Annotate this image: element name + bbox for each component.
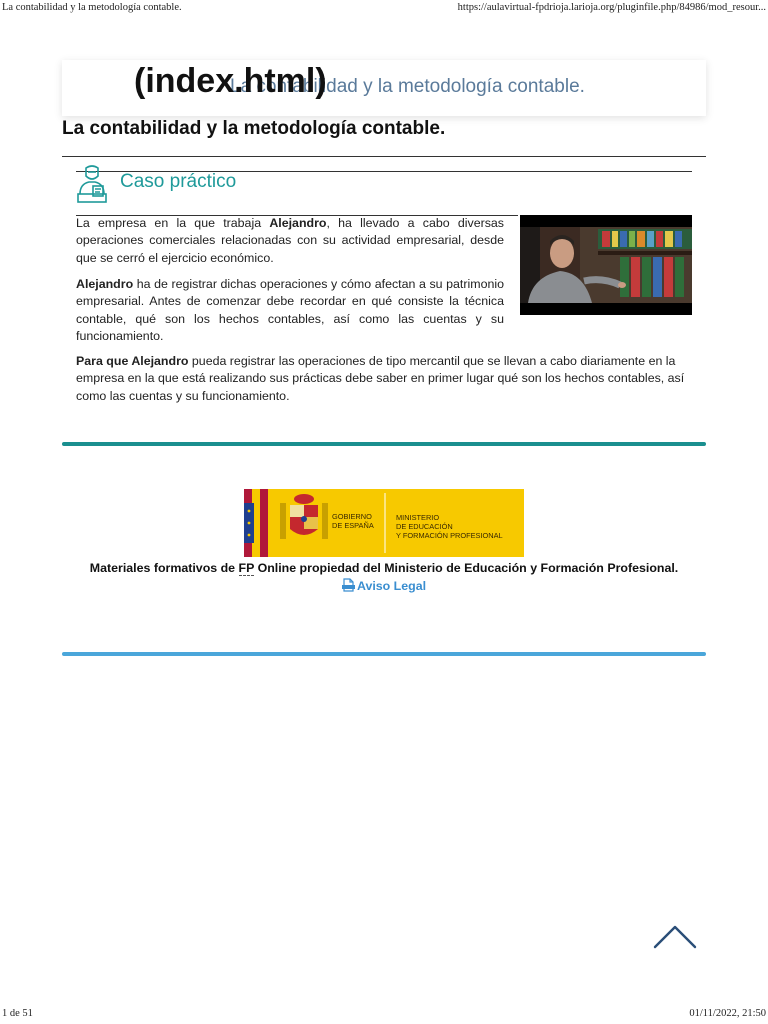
logo-ministerio-line2: DE EDUCACIÓN (396, 522, 453, 531)
html-file-icon (342, 578, 355, 592)
banner-title: La contabilidad y la metodología contable. (230, 76, 585, 97)
caso-paragraph-1: La empresa en la que trabaja Alejandro, ha llevado a cabo diversas operaciones comerciales relacionadas con su actividad empresarial, desde que se cerró el ejercicio económico. (76, 216, 504, 265)
print-header (0, 2, 768, 16)
logo-ministerio-line3: Y FORMACIÓN PROFESIONAL (396, 531, 503, 540)
fp-abbreviation[interactable]: FP (238, 561, 255, 575)
logo-ministerio-line1: MINISTERIO (396, 513, 440, 522)
aviso-legal-label: Aviso Legal (356, 579, 427, 593)
print-header-title: La contabilidad y la metodología contable. (2, 2, 182, 13)
aviso-legal-link[interactable] (0, 578, 768, 593)
page-banner (62, 60, 706, 116)
ministerio-logo (244, 489, 524, 557)
print-header-url: https://aulavirtual-fpdrioja.larioja.org/pluginfile.php/84986/mod_resour... (457, 2, 766, 13)
logo-gobierno-line1: GOBIERNO (332, 512, 372, 521)
page-title: La contabilidad y la metodología contable. (62, 118, 446, 139)
section-bottom-bar (62, 442, 706, 446)
caso-paragraph-2: Alejandro ha de registrar dichas operaciones y cómo afectan a su patrimonio empresarial. Antes de comenzar debe recordar en qué consiste la técnica contable, qué son los hechos contables, así como las cuentas y su funcionamiento. (76, 277, 504, 344)
print-datetime: 01/11/2022, 21:50 (689, 1008, 766, 1019)
person-document-icon (76, 164, 108, 204)
footer-bar (62, 652, 706, 656)
page-counter: 1 de 51 (2, 1008, 33, 1019)
scroll-to-top-icon[interactable] (652, 922, 698, 952)
title-divider (62, 156, 706, 157)
case-photo (520, 215, 692, 315)
banner-overlay-text: (index.html) (134, 62, 327, 100)
credits-line: Materiales formativos de FP Online propiedad del Ministerio de Educación y Formación Profesional. (89, 561, 679, 575)
print-footer (0, 1008, 768, 1022)
caso-practico-title: Caso práctico (120, 171, 237, 192)
caso-paragraph-3: Para que Alejandro pueda registrar las operaciones de tipo mercantil que se llevan a cabo diariamente en la empresa en la que está realizando sus prácticas debe saber en primer lugar qué son los hechos contables, así como las cuentas y su funcionamiento. (76, 354, 685, 403)
logo-gobierno-line2: DE ESPAÑA (332, 521, 374, 530)
